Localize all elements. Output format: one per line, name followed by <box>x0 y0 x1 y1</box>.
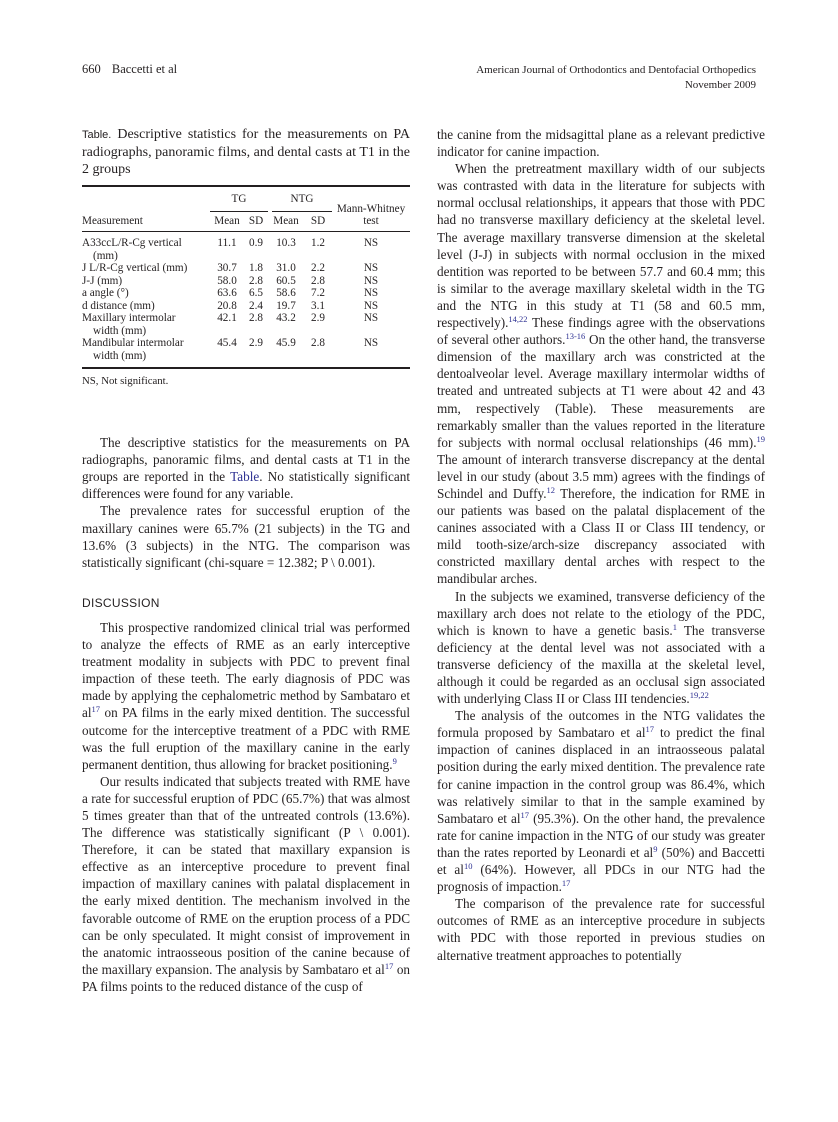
page-number: 660 <box>82 62 101 76</box>
discussion-paragraph-2-cont: the canine from the midsagittal plane as a relevant predictive indicator for canine impaction. <box>437 127 765 160</box>
group-header-ntg: NTG <box>268 187 332 212</box>
journal-title: American Journal of Orthodontics and Dentofacial Orthopedics <box>476 64 756 76</box>
discussion-heading: DISCUSSION <box>82 595 160 610</box>
running-author: Baccetti et al <box>111 62 178 76</box>
column-header-ntg-sd: SD <box>310 214 326 227</box>
column-header-ntg-mean: Mean <box>273 214 299 227</box>
header-left <box>82 62 177 77</box>
running-header <box>82 62 756 98</box>
discussion-paragraph-6: The comparison of the prevalence rate for successful outcomes of RME as an interceptive procedure in subjects with PDC with those reported in previous studies on alternative treatment approaches to potentially <box>437 896 765 963</box>
citation-link[interactable]: 17 <box>561 878 571 889</box>
column-header-test: Mann-Whitney test <box>336 203 406 227</box>
right-column <box>437 126 765 964</box>
citation-link[interactable]: 19 <box>756 433 765 444</box>
table-row: Mandibular intermolar width (mm) 45.4 2.9 45.9 2.8 NS <box>82 337 379 362</box>
table-footnote: NS, Not significant. <box>82 375 169 387</box>
results-paragraph-2: The prevalence rates for successful eruption of the maxillary canines were 65.7% (21 subjects) in the TG and 13.6% (3 subjects) in the NTG. The comparison was statistically significant (chi-square = 12.382; P \ 0.001). <box>82 503 410 570</box>
table-row: Maxillary intermolar width (mm) 42.1 2.8 43.2 2.9 NS <box>82 312 379 337</box>
discussion-paragraph-1: This prospective randomized clinical trial was performed to analyze the effects of RME as an early interceptive treatment modality in subjects with PDC to prevent final impaction of these teeth. The early diagnosis of PDC was made by applying the cephalometric method by Sambataro et al$^{17}$ on PA films in the early mixed dentition. The successful outcome for the interceptive treatment of a PDC with RME was the full eruption of the maxillary canine in the early permanent dentition, thus allowing for bracket positioning.$^9$ <box>82 619 410 772</box>
discussion-paragraph-3: When the pretreatment maxillary width of our subjects was contrasted with data in the literature for subjects with normal occlusal relationships, it appears that those with PDC had no transverse maxillary deficiency at the skeletal level. The average maxillary transverse dimension at the skeletal level (J-J) in subjects with normal occlusion in the mixed dentition was reported to be between 57.7 and 60.4 mm; this is similar to the average maxillary skeletal width in the TG and the NTG in this study at T1 (58 and 60.5 mm, respectively).$^{14,22}$ These findings agree with the observations of several other authors.$^{13-16}$ On the other hand, the transverse dimension of the maxillary arch was constricted at the dentoalveolar level. Average maxillary intermolar widths of treated and untreated subjects at T1 were about 42 and 43 mm, respectively (Table). These measurements are remarkably smaller than the values reported in the literature for subjects with normal occlusal relationships (46 mm).$^{19}$ The amount of interarch transverse discrepancy at the dental level in our study (about 3.5 mm) agrees with the findings of Schindel and Duffy.$^{12}$ Therefore, the indication for RME in our patients was based on the palatal displacement of the canines associated with a Class II or Class III tendency, or mild tooth-size/arch-size discrepancy associated with constricted maxillary dental arches with respect to the mandibular arches. <box>437 161 765 587</box>
column-header-tg-mean: Mean <box>214 214 240 227</box>
table-row: J-J (mm) 58.0 2.8 60.5 2.8 NS <box>82 274 379 287</box>
citation-link[interactable]: 17 <box>520 809 530 820</box>
citation-link[interactable]: 14,22 <box>508 314 528 325</box>
discussion-paragraph-4: In the subjects we examined, transverse deficiency of the maxillary arch does not relate to the etiology of the PDC, which is known to have a genetic basis.$^1$ The transverse deficiency at the dental level was not associated with a transverse deficiency of the maxilla at the skeletal level, although it could be regarded as an occlusal sign associated with underlying Class II or Class III tendencies.$^{19,22}$ <box>437 588 765 707</box>
issue-date: November 2009 <box>684 79 756 91</box>
citation-link[interactable]: 17 <box>645 724 654 735</box>
table-row: a angle (°) 63.6 6.5 58.6 7.2 NS <box>82 287 379 299</box>
table-caption-text: Descriptive statistics for the measurements on PA radiographs, panoramic films, and dental casts at T1 in the 2 groups <box>82 127 411 177</box>
descriptive-statistics-table <box>82 185 410 369</box>
citation-link[interactable]: 12 <box>546 484 556 495</box>
discussion-paragraph-2: Our results indicated that subjects treated with RME have a rate for successful eruption of PDC (65.7%) that was almost 5 times greater than that of the untreated controls (13.6%). The difference was statistically significant (P \ 0.001). Therefore, it can be stated that maxillary expansion is effective as an interceptive procedure to prevent final impaction of maxillary canines with palatal displacement in the early mixed dentition. The mechanism involved in the favorable outcome of RME on the eruption process of a PDC can be only speculated. It might consist of improvement in the anatomic intraosseous position of the canine because of the maxillary expansion. The analysis by Sambataro et al$^{17}$ on PA films points to the reduced distance of the cusp of <box>82 773 411 994</box>
column-header-measurement: Measurement <box>82 214 143 227</box>
table-link[interactable]: Table <box>230 469 260 485</box>
citation-link[interactable]: 17 <box>384 960 394 971</box>
group-header-tg: TG <box>210 187 268 212</box>
citation-link[interactable]: 13-16 <box>565 331 586 342</box>
citation-link[interactable]: 19,22 <box>689 690 709 701</box>
citation-link[interactable]: 9 <box>392 755 397 766</box>
citation-link[interactable]: 9 <box>653 843 658 854</box>
results-paragraph-1: The descriptive statistics for the measurements on PA radiographs, panoramic films, and dental casts at T1 in the groups are reported in the Table. No statistically significant differences were found for any variable. <box>82 435 410 502</box>
table-label: Table. <box>82 129 112 141</box>
table-row: A33ccL/R-Cg vertical (mm) 11.1 0.9 10.3 1.2 NS <box>82 237 379 262</box>
column-header-tg-sd: SD <box>248 214 264 227</box>
citation-link[interactable]: 17 <box>91 704 101 715</box>
citation-link[interactable]: 10 <box>463 861 473 872</box>
discussion-paragraph-5: The analysis of the outcomes in the NTG validates the formula proposed by Sambataro et al$^{17}$ to predict the final impaction of canines displaced in an intraosseous palatal position during the early mixed dentition. The prevalence rate for canine impaction in the control group was 86.4%, which was relatively similar to that in the sample examined by Sambataro et al$^{17}$ (95.3%). On the other hand, the prevalence rate for canine impaction in the NTG of our study was greater than the rates reported by Leonardi et al$^9$ (50%) and Baccetti et al$^{10}$ (64%). However, all PDCs in our NTG had the prognosis of impaction.$^{17}$ <box>437 708 766 895</box>
table-row: d distance (mm) 20.8 2.4 19.7 3.1 NS <box>82 299 379 312</box>
table-row: J L/R-Cg vertical (mm) 30.7 1.8 31.0 2.2 NS <box>82 262 379 274</box>
header-right <box>476 63 756 93</box>
citation-link[interactable]: 1 <box>672 621 677 632</box>
table-caption <box>82 126 410 178</box>
left-column <box>82 126 410 995</box>
